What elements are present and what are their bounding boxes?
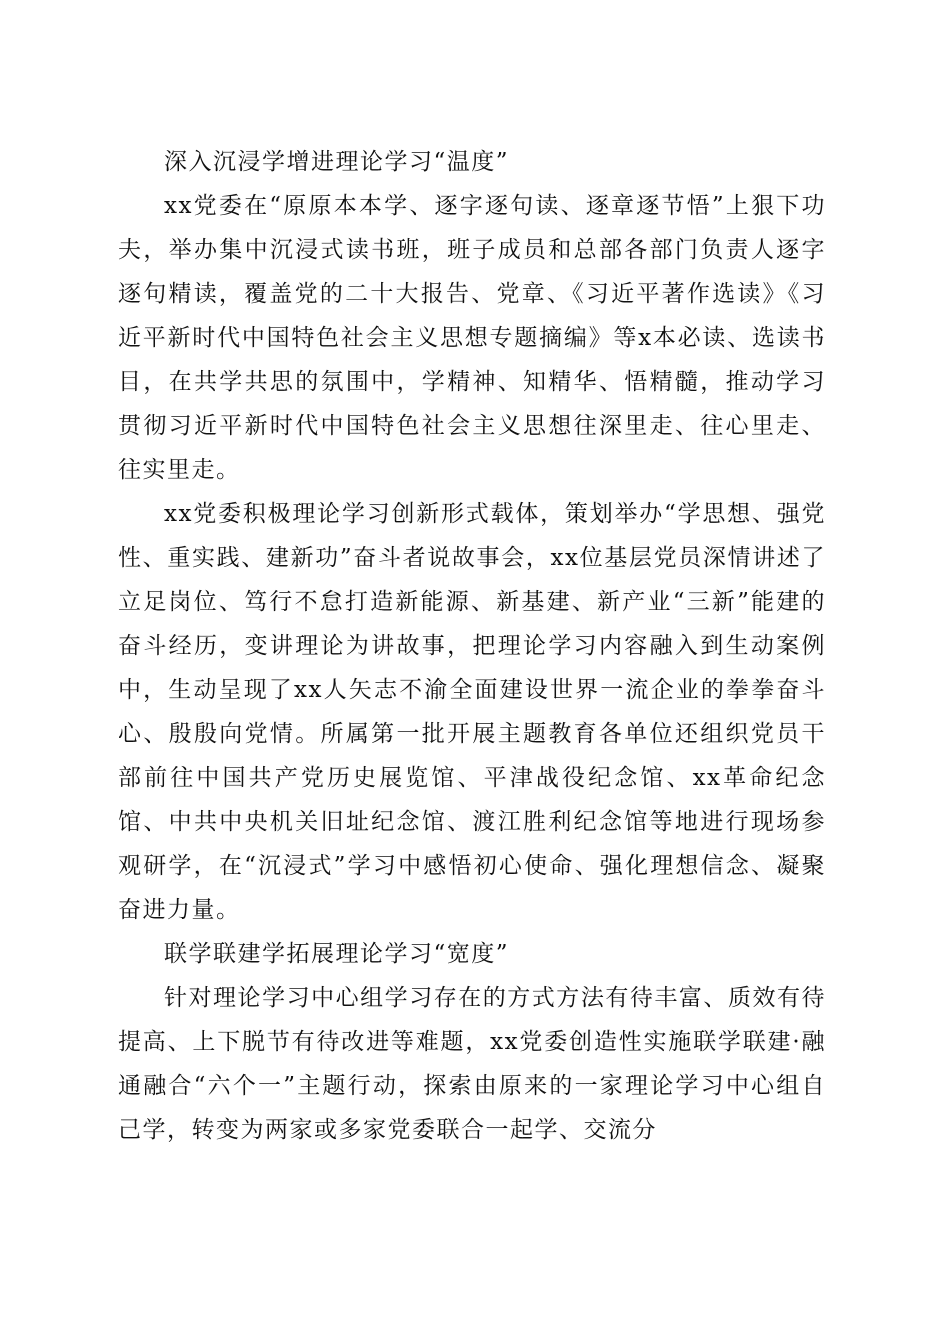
paragraph-joint-study: 针对理论学习中心组学习存在的方式方法有待丰富、质效有待提高、上下脱节有待改进等难题，xx党委创造性实施联学联建·融通融合“六个一”主题行动，探索由原来的一家理论学习中心组自己学，转变为两家或多家党委联合一起学、交流分 xyxy=(118,985,826,1143)
paragraph-story-meeting: xx党委积极理论学习创新形式载体，策划举办“学思想、强党性、重实践、建新功”奋斗者说故事会，xx位基层党员深情讲述了立足岗位、笃行不怠打造新能源、新基建、新产业“三新”能建的奋斗经历，变讲理论为讲故事，把理论学习内容融入到生动案例中，生动呈现了xx人矢志不渝全面建设世界一流企业的拳拳奋斗心、殷殷向党情。所属第一批开展主题教育各单位还组织党员干部前往中国共产党历史展览馆、平津战役纪念馆、xx革命纪念馆、中共中央机关旧址纪念馆、渡江胜利纪念馆等地进行现场参观研学，在“沉浸式”学习中感悟初心使命、强化理想信念、凝聚奋进力量。 xyxy=(118,501,826,923)
section-heading-breadth: 联学联建学拓展理论学习“宽度” xyxy=(164,941,510,967)
document-body xyxy=(118,140,826,1152)
paragraph-reading-class: xx党委在“原原本本学、逐字逐句读、逐章逐节悟”上狠下功夫，举办集中沉浸式读书班，班子成员和总部各部门负责人逐字逐句精读，覆盖党的二十大报告、党章、《习近平著作选读》《习近平新时代中国特色社会主义思想专题摘编》等x本必读、选读书目，在共学共思的氛围中，学精神、知精华、悟精髓，推动学习贯彻习近平新时代中国特色社会主义思想往深里走、往心里走、往实里走。 xyxy=(118,193,826,483)
section-heading-temperature: 深入沉浸学增进理论学习“温度” xyxy=(164,149,510,175)
